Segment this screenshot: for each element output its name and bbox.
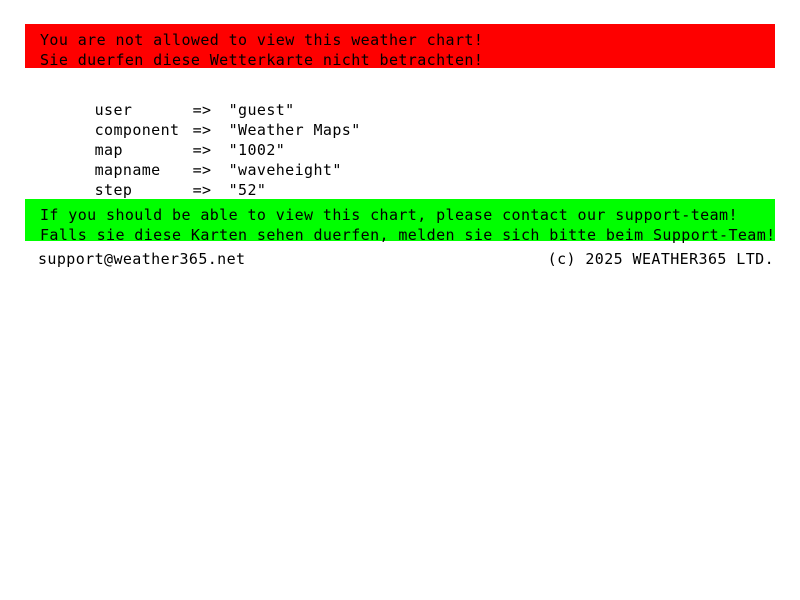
parameter-arrow: =>: [192, 121, 212, 139]
parameter-value: "52": [228, 181, 267, 199]
error-banner-line-en: You are not allowed to view this weather chart!: [40, 31, 484, 49]
support-banner-line-de: Falls sie diese Karten sehen duerfen, melden sie sich bitte beim Support-Team!: [40, 226, 776, 244]
parameter-value: "waveheight": [228, 161, 342, 179]
error-banner-line-de: Sie duerfen diese Wetterkarte nicht betrachten!: [40, 51, 484, 69]
parameter-value: "Weather Maps": [228, 121, 361, 139]
parameter-value: "1002": [228, 141, 286, 159]
support-banner: [25, 199, 776, 244]
parameter-arrow: =>: [192, 161, 212, 179]
support-banner-line-en: If you should be able to view this chart, please contact our support-team!: [40, 206, 738, 224]
parameter-arrow: =>: [192, 181, 212, 199]
parameter-key: mapname: [94, 161, 161, 179]
parameter-key: component: [94, 121, 180, 139]
parameter-value: "guest": [228, 101, 295, 119]
parameter-arrow: =>: [192, 141, 212, 159]
support-email-link[interactable]: support@weather365.net: [38, 250, 246, 268]
parameter-row: [38, 80, 538, 119]
copyright-notice: (c) 2025 WEATHER365 LTD.: [547, 250, 774, 268]
parameter-key: user: [94, 101, 133, 119]
parameter-key: step: [94, 181, 133, 199]
footer: [38, 249, 774, 269]
parameter-key: map: [94, 141, 123, 159]
parameter-list: [38, 80, 538, 199]
parameter-arrow: =>: [192, 101, 212, 119]
error-banner: [25, 24, 775, 68]
